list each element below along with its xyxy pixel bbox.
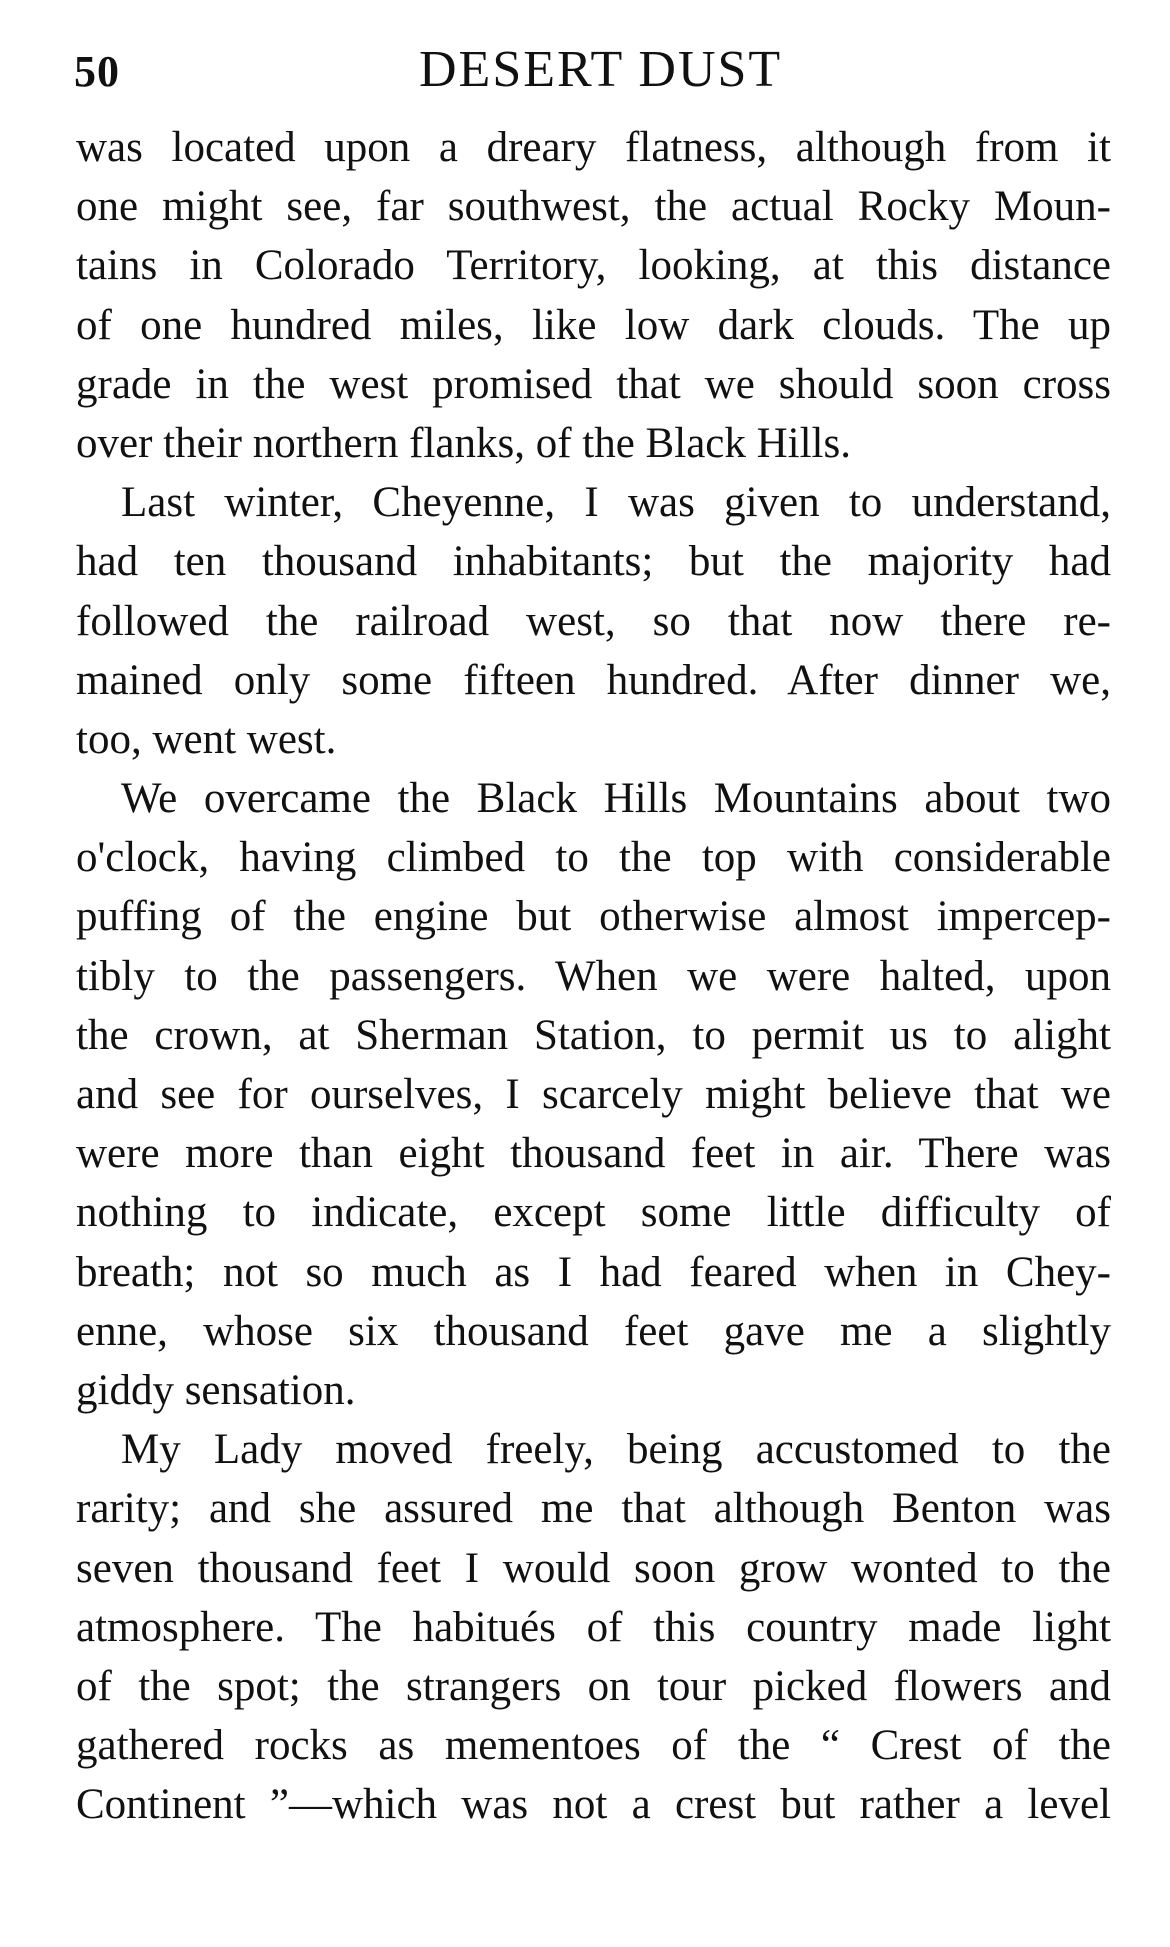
text-line: gathered rocks as mementoes of the “ Crest of the xyxy=(76,1722,1111,1770)
text-line: over their northern flanks, of the Black Hills. xyxy=(76,419,851,467)
body-text xyxy=(76,118,1111,1834)
page-number: 50 xyxy=(74,47,120,96)
text-line: Continent ”—which was not a crest but rather a level xyxy=(76,1781,1111,1829)
text-line: seven thousand feet I would soon grow wonted to the xyxy=(76,1544,1111,1592)
text-line: giddy sensation. xyxy=(76,1366,356,1414)
text-line: tains in Colorado Territory, looking, at this distance xyxy=(76,242,1111,290)
text-line: Last winter, Cheyenne, I was given to understand, xyxy=(121,479,1111,527)
text-line: breath; not so much as I had feared when in Chey- xyxy=(76,1248,1111,1296)
text-line: tibly to the passengers. When we were halted, upon xyxy=(76,952,1111,1000)
text-line: My Lady moved freely, being accustomed to the xyxy=(121,1426,1111,1474)
text-line: We overcame the Black Hills Mountains about two xyxy=(121,775,1111,823)
text-line: of one hundred miles, like low dark clouds. The up xyxy=(76,301,1111,349)
running-head: DESERT DUST xyxy=(419,41,783,98)
paragraph xyxy=(76,118,1111,473)
text-line: nothing to indicate, except some little difficulty of xyxy=(76,1189,1111,1237)
text-line: grade in the west promised that we should soon cross xyxy=(76,360,1111,408)
text-line: rarity; and she assured me that although Benton was xyxy=(76,1485,1111,1533)
text-line: was located upon a dreary flatness, although from it xyxy=(76,124,1111,171)
text-line: too, went west. xyxy=(76,715,337,763)
text-line: enne, whose six thousand feet gave me a slightly xyxy=(76,1307,1111,1355)
page-header xyxy=(74,36,1114,96)
paragraph xyxy=(76,769,1111,1420)
text-line: puffing of the engine but otherwise almost impercep- xyxy=(76,893,1111,941)
text-line: had ten thousand inhabitants; but the majority had xyxy=(76,538,1111,586)
text-line: mained only some fifteen hundred. After dinner we, xyxy=(76,656,1111,704)
text-line: o'clock, having climbed to the top with considerable xyxy=(76,834,1111,882)
paragraph xyxy=(76,1420,1111,1834)
text-line: of the spot; the strangers on tour picked flowers and xyxy=(76,1662,1111,1710)
text-line: one might see, far southwest, the actual Rocky Moun- xyxy=(76,183,1111,231)
text-line: the crown, at Sherman Station, to permit us to alight xyxy=(76,1011,1111,1059)
text-line: atmosphere. The habitués of this country made light xyxy=(76,1603,1111,1651)
paragraph xyxy=(76,473,1111,769)
text-line: followed the railroad west, so that now there re- xyxy=(76,597,1111,645)
text-line: and see for ourselves, I scarcely might believe that we xyxy=(76,1071,1111,1118)
text-line: were more than eight thousand feet in air. There was xyxy=(76,1130,1111,1178)
